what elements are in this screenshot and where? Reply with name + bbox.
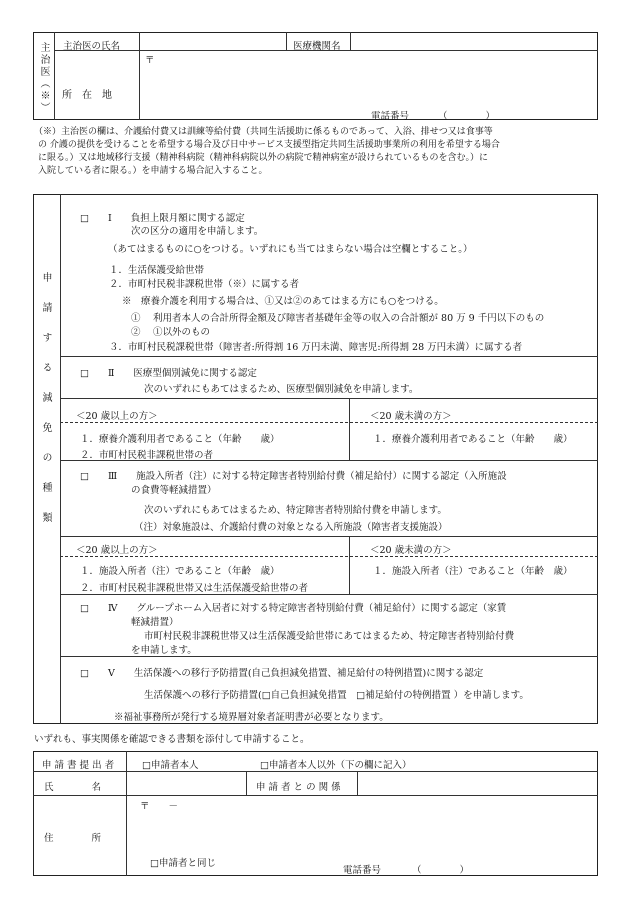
submitter-other-checkbox[interactable]: □申請者本人以外（下の欄に記入） xyxy=(260,760,412,771)
physician-name-field[interactable] xyxy=(141,34,283,49)
divider xyxy=(54,32,55,120)
section-5-text[interactable]: 生活保護への移行予防措置(□自己負担減免措置 □補足給付の特例措置 ）を申請します。 xyxy=(144,690,529,701)
section-5-text: ※福祉事務所が発行する境界層対象者証明書が必要となります。 xyxy=(114,712,389,723)
physician-address-field[interactable] xyxy=(141,52,595,102)
attach-note: いずれも、事実関係を確認できる書類を添付して申請すること。 xyxy=(34,734,310,745)
institution-field[interactable] xyxy=(352,34,594,49)
divider xyxy=(60,556,598,557)
reduction-side-label: 申請する減免の種類 xyxy=(40,272,51,542)
section-4-text: 市町村民税非課税世帯又は生活保護受給世帯にあてはまるため、特定障害者特別給付費 xyxy=(144,631,515,642)
submitter-phone-field[interactable]: （ ） xyxy=(412,865,470,876)
section-1-item: ① 利用者本人の合計所得金額及び障害者基礎年金等の収入の合計額が 80 万 9 千円以下のもの xyxy=(131,313,545,324)
physician-address-label: 所 在 地 xyxy=(62,90,112,101)
postal-mark: 〒 xyxy=(145,55,155,66)
section-1-title[interactable]: □ Ⅰ 負担上限月額に関する認定 xyxy=(80,213,245,224)
section-1-item: ② ①以外のもの xyxy=(131,327,211,338)
section-1-item: ※ 療養介護を利用する場合は、①又は②のあてはまる方にも○をつける。 xyxy=(122,296,444,307)
section-1-item: １．生活保護受給世帯 xyxy=(109,265,205,276)
divider xyxy=(60,656,598,657)
section-1-text: （あてはまるものに○をつける。いずれにも当てはまらない場合は空欄とすること。） xyxy=(108,244,473,255)
over-20-item: ２．市町村民税非課税世帯の者 xyxy=(80,450,214,461)
divider xyxy=(60,594,598,595)
under-20-item: １．施設入所者（注）であること（年齢 歳） xyxy=(373,566,573,577)
divider xyxy=(286,32,287,50)
divider xyxy=(60,422,598,423)
section-4-title-cont: 軽減措置） xyxy=(131,617,179,628)
section-5-title[interactable]: □ Ⅴ 生活保護への移行予防措置(自己負担減免措置、補足給付の特例措置)に関する認定 xyxy=(80,668,484,679)
submitter-name-field[interactable] xyxy=(128,773,244,793)
section-4-text: を申請します。 xyxy=(131,645,197,656)
relation-label: 申 請 者 と の 関 係 xyxy=(256,782,341,793)
section-3-title[interactable]: □ Ⅲ 施設入所者（注）に対する特定障害者特別給付費（補足給付）に関する認定（入所施設 xyxy=(80,471,507,482)
section-3-text: 次のいずれにもあてはまるため、特定障害者特別給付費を申請します。 xyxy=(144,505,447,516)
divider xyxy=(33,771,598,772)
divider xyxy=(126,751,127,876)
section-4-title[interactable]: □ Ⅳ グループホーム入居者に対する特定障害者特別給付費（補足給付）に関する認定（家賃 xyxy=(80,603,507,614)
section-2-title[interactable]: □ Ⅱ 医療型個別減免に関する認定 xyxy=(80,368,257,379)
section-3-title-cont: の食費等軽減措置） xyxy=(131,485,217,496)
physician-name-label: 主治医の氏名 xyxy=(63,41,121,52)
submitter-postal: 〒 － xyxy=(140,801,179,812)
divider xyxy=(60,194,61,724)
divider xyxy=(60,398,598,399)
section-3-text: （注）対象施設は、介護給付費の対象となる入所施設（障害者支援施設） xyxy=(134,522,448,533)
divider xyxy=(139,32,140,120)
physician-side-label: 主治医（※） xyxy=(38,42,49,114)
section-1-item: ３．市町村民税課税世帯（障害者:所得割 16 万円未満、障害児:所得割 28 万円未満）に属する者 xyxy=(109,342,523,353)
submitter-name-label: 氏 名 xyxy=(44,782,102,793)
under-20-item: １．療養介護利用者であること（年齢 歳） xyxy=(373,434,573,445)
divider xyxy=(33,795,598,796)
over-20-item: １．施設入所者（注）であること（年齢 歳） xyxy=(80,566,280,577)
note-line: （※）主治医の欄は、介護給付費又は訓練等給付費（共同生活援助に係るものであって、入浴、排せつ又は食事等 xyxy=(34,127,493,137)
submitter-address-field[interactable] xyxy=(128,810,594,846)
note-line: に限る。）又は地域移行支援（精神科病院（精神科病院以外の病院で精神病室が設けられているものを含む。）に xyxy=(38,153,489,163)
over-20-item: ２．市町村民税非課税世帯又は生活保護受給世帯の者 xyxy=(80,583,309,594)
note-line: 入院している者に限る。）を申請する場合記入すること。 xyxy=(38,166,268,176)
section-1-text: 次の区分の適用を申請します。 xyxy=(131,226,264,237)
divider xyxy=(60,460,598,461)
institution-label: 医療機関名 xyxy=(293,41,341,52)
note-line: の 介護の提供を受けることを希望する場合及び日中サービス支援型指定共同生活援助事業所の利用を希望する場合 xyxy=(38,140,500,150)
under-20-header: ＜20 歳未満の方＞ xyxy=(370,411,452,422)
same-as-applicant-checkbox[interactable]: □申請者と同じ xyxy=(150,858,216,869)
submitter-address-label: 住 所 xyxy=(44,833,102,844)
divider xyxy=(350,32,351,50)
section-1-item: ２．市町村民税非課税世帯（※）に属する者 xyxy=(109,279,300,290)
divider xyxy=(60,536,598,537)
over-20-header: ＜20 歳以上の方＞ xyxy=(76,411,158,422)
relation-field[interactable] xyxy=(359,773,595,793)
over-20-header: ＜20 歳以上の方＞ xyxy=(76,545,158,556)
phone-field[interactable]: （ ） xyxy=(438,111,496,122)
submitter-phone-label: 電話番号 xyxy=(343,865,382,876)
under-20-header: ＜20 歳未満の方＞ xyxy=(370,545,452,556)
divider xyxy=(349,398,350,460)
submitter-self-checkbox[interactable]: □申請者本人 xyxy=(142,760,199,771)
divider xyxy=(349,536,350,594)
divider xyxy=(357,771,358,795)
divider xyxy=(246,771,247,795)
over-20-item: １．療養介護利用者であること（年齢 歳） xyxy=(80,434,280,445)
divider xyxy=(60,356,598,357)
submitter-label: 申 請 書 提 出 者 xyxy=(42,760,115,771)
phone-label: 電話番号 xyxy=(371,111,410,122)
section-2-text: 次のいずれにもあてはまるため、医療型個別減免を申請します。 xyxy=(144,384,419,395)
